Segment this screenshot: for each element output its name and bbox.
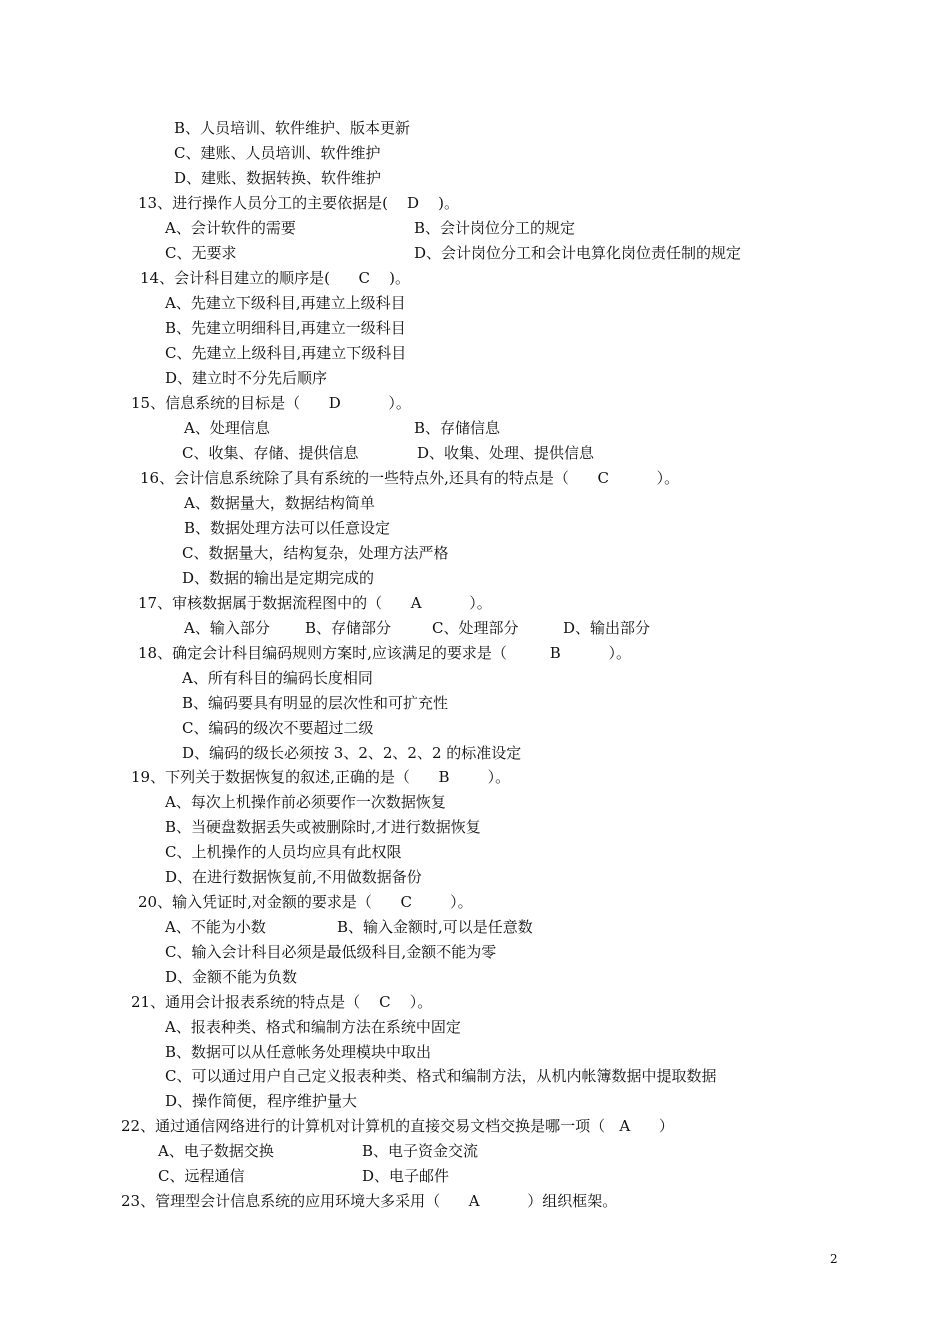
option-line: B、电子资金交流 xyxy=(362,1142,479,1160)
option-line: A、电子数据交换 xyxy=(158,1142,274,1160)
option-line: D、收集、处理、提供信息 xyxy=(417,444,595,462)
option-line: C、远程通信 xyxy=(158,1167,245,1185)
option-line: A、所有科目的编码长度相同 xyxy=(182,669,373,687)
option-line: D、电子邮件 xyxy=(362,1167,450,1185)
page-number: 2 xyxy=(830,1252,838,1266)
option-line: B、存储部分 xyxy=(305,619,392,637)
option-line: C、编码的级次不要超过二级 xyxy=(182,719,374,737)
option-line: D、金额不能为负数 xyxy=(165,968,298,986)
option-line: C、输入会计科目必须是最低级科目,金额不能为零 xyxy=(165,943,497,961)
question-19: 19、下列关于数据恢复的叙述,正确的是（ B ）。 xyxy=(131,768,511,786)
option-line: B、数据可以从任意帐务处理模块中取出 xyxy=(165,1043,432,1061)
option-line: C、处理部分 xyxy=(432,619,519,637)
question-18: 18、确定会计科目编码规则方案时,应该满足的要求是（ B ）。 xyxy=(138,644,631,662)
question-22: 22、通过通信网络进行的计算机对计算机的直接交易文档交换是哪一项（ A ） xyxy=(121,1117,674,1135)
option-line: D、数据的输出是定期完成的 xyxy=(182,569,375,587)
question-21: 21、通用会计报表系统的特点是（ C ）。 xyxy=(131,993,433,1011)
option-line: B、编码要具有明显的层次性和可扩充性 xyxy=(182,694,449,712)
option-line: A、每次上机操作前必须要作一次数据恢复 xyxy=(165,793,446,811)
option-line: D、在进行数据恢复前,不用做数据备份 xyxy=(165,868,422,886)
option-line: D、建立时不分先后顺序 xyxy=(165,369,328,387)
option-line: D、操作简便，程序维护量大 xyxy=(165,1092,358,1110)
option-line: B、数据处理方法可以任意设定 xyxy=(184,519,391,537)
option-line: C、无要求 xyxy=(165,244,237,262)
question-15: 15、信息系统的目标是（ D ）。 xyxy=(131,394,411,412)
option-line: C、数据量大，结构复杂，处理方法严格 xyxy=(182,544,449,562)
option-line: B、会计岗位分工的规定 xyxy=(414,219,576,237)
option-line: A、输入部分 xyxy=(184,619,270,637)
option-line: C、可以通过用户自己定义报表种类、格式和编制方法，从机内帐簿数据中提取数据 xyxy=(165,1067,717,1085)
question-16: 16、会计信息系统除了具有系统的一些特点外,还具有的特点是（ C ）。 xyxy=(140,469,680,487)
option-line: C、上机操作的人员均应具有此权限 xyxy=(165,843,402,861)
question-17: 17、审核数据属于数据流程图中的（ A ）。 xyxy=(138,594,492,612)
option-line: C、先建立上级科目,再建立下级科目 xyxy=(165,344,407,362)
option-line: B、先建立明细科目,再建立一级科目 xyxy=(165,319,406,337)
question-23: 23、管理型会计信息系统的应用环境大多采用（ A ）组织框架。 xyxy=(121,1192,618,1210)
option-line: D、输出部分 xyxy=(563,619,651,637)
option-line: B、存储信息 xyxy=(414,419,501,437)
option-line: A、会计软件的需要 xyxy=(165,219,296,237)
option-line: B、人员培训、软件维护、版本更新 xyxy=(174,119,411,137)
option-line: D、建账、数据转换、软件维护 xyxy=(174,169,382,187)
option-line: A、数据量大，数据结构简单 xyxy=(184,494,375,512)
option-line: A、不能为小数 xyxy=(165,918,266,936)
option-line: C、建账、人员培训、软件维护 xyxy=(174,144,381,162)
option-line: D、会计岗位分工和会计电算化岗位责任制的规定 xyxy=(414,244,742,262)
question-13: 13、进行操作人员分工的主要依据是( D )。 xyxy=(138,194,459,212)
option-line: A、处理信息 xyxy=(184,419,270,437)
option-line: A、先建立下级科目,再建立上级科目 xyxy=(165,294,406,312)
option-line: C、收集、存储、提供信息 xyxy=(182,444,359,462)
option-line: D、编码的级长必须按 3、2、2、2、2 的标准设定 xyxy=(182,744,522,762)
option-line: B、输入金额时,可以是任意数 xyxy=(337,918,533,936)
question-20: 20、输入凭证时,对金额的要求是（ C ）。 xyxy=(138,893,473,911)
option-line: B、当硬盘数据丢失或被删除时,才进行数据恢复 xyxy=(165,818,481,836)
question-14: 14、会计科目建立的顺序是( C )。 xyxy=(140,269,410,287)
option-line: A、报表种类、格式和编制方法在系统中固定 xyxy=(165,1018,461,1036)
